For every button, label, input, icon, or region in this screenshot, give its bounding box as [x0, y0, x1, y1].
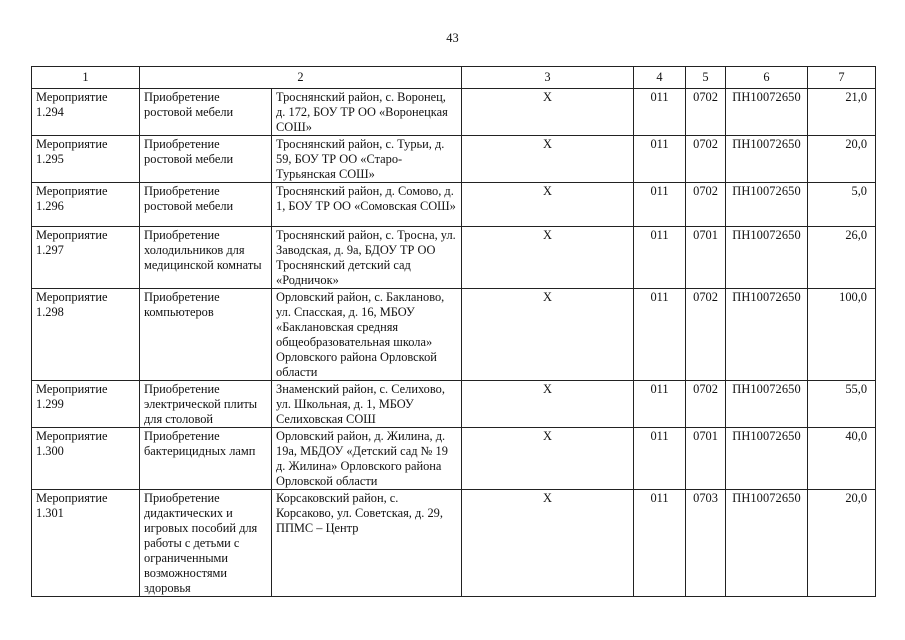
amount-cell: 40,0: [808, 428, 876, 490]
name-cell: Приобретение ростовой мебели: [140, 89, 272, 136]
code-cell: 011: [634, 428, 686, 490]
place-cell: Знаменский район, с. Селихово, ул. Школьная, д. 1, МБОУ Селиховская СОШ: [272, 381, 462, 428]
amount-cell: 100,0: [808, 289, 876, 381]
table-row: [32, 381, 876, 428]
table-row: [32, 136, 876, 183]
section-cell: 0702: [686, 136, 726, 183]
column-header-4: 4: [634, 67, 686, 89]
measure-cell: Мероприятие 1.295: [32, 136, 140, 183]
name-cell: Приобретение ростовой мебели: [140, 183, 272, 227]
page-number: 43: [446, 31, 459, 45]
mark-cell: Х: [462, 183, 634, 227]
column-header-5: 5: [686, 67, 726, 89]
table-row: [32, 289, 876, 381]
place-cell: Троснянский район, с. Воронец, д. 172, БОУ ТР ОО «Воронецкая СОШ»: [272, 89, 462, 136]
kbk-cell: ПН10072650: [726, 227, 808, 289]
amount-cell: 20,0: [808, 490, 876, 597]
place-cell: Орловский район, д. Жилина, д. 19а, МБДОУ «Детский сад № 19 д. Жилина» Орловского района Орловской области: [272, 428, 462, 490]
place-cell: Троснянский район, с. Тросна, ул. Заводская, д. 9а, БДОУ ТР ОО Троснянский детский сад «Родничок»: [272, 227, 462, 289]
name-cell: Приобретение бактерицидных ламп: [140, 428, 272, 490]
table-row: [32, 490, 876, 597]
name-cell: Приобретение электрической плиты для столовой: [140, 381, 272, 428]
amount-cell: 5,0: [808, 183, 876, 227]
name-cell: Приобретение ростовой мебели: [140, 136, 272, 183]
column-header-3: 3: [462, 67, 634, 89]
kbk-cell: ПН10072650: [726, 381, 808, 428]
kbk-cell: ПН10072650: [726, 490, 808, 597]
kbk-cell: ПН10072650: [726, 428, 808, 490]
place-cell: Корсаковский район, с. Корсаково, ул. Советская, д. 29, ППМС – Центр: [272, 490, 462, 597]
mark-cell: Х: [462, 89, 634, 136]
amount-cell: 26,0: [808, 227, 876, 289]
section-cell: 0702: [686, 289, 726, 381]
code-cell: 011: [634, 490, 686, 597]
code-cell: 011: [634, 381, 686, 428]
mark-cell: Х: [462, 381, 634, 428]
measure-cell: Мероприятие 1.301: [32, 490, 140, 597]
measure-cell: Мероприятие 1.296: [32, 183, 140, 227]
place-cell: Орловский район, с. Бакланово, ул. Спасская, д. 16, МБОУ «Баклановская средняя общеобразовательная школа» Орловского района Орловской области: [272, 289, 462, 381]
amount-cell: 20,0: [808, 136, 876, 183]
measure-cell: Мероприятие 1.294: [32, 89, 140, 136]
mark-cell: Х: [462, 136, 634, 183]
section-cell: 0702: [686, 381, 726, 428]
amount-cell: 55,0: [808, 381, 876, 428]
measures-table: [31, 66, 876, 597]
section-cell: 0702: [686, 89, 726, 136]
name-cell: Приобретение компьютеров: [140, 289, 272, 381]
name-cell: Приобретение холодильников для медицинской комнаты: [140, 227, 272, 289]
table-header-row: [32, 67, 876, 89]
column-header-6: 6: [726, 67, 808, 89]
place-cell: Троснянский район, д. Сомово, д. 1, БОУ ТР ОО «Сомовская СОШ»: [272, 183, 462, 227]
name-cell: Приобретение дидактических и игровых пособий для работы с детьми с ограниченными возможностями здоровья: [140, 490, 272, 597]
table-row: [32, 227, 876, 289]
code-cell: 011: [634, 183, 686, 227]
measure-cell: Мероприятие 1.297: [32, 227, 140, 289]
column-header-7: 7: [808, 67, 876, 89]
code-cell: 011: [634, 289, 686, 381]
measure-cell: Мероприятие 1.298: [32, 289, 140, 381]
column-header-1: 1: [32, 67, 140, 89]
measure-cell: Мероприятие 1.300: [32, 428, 140, 490]
mark-cell: Х: [462, 289, 634, 381]
code-cell: 011: [634, 227, 686, 289]
amount-cell: 21,0: [808, 89, 876, 136]
code-cell: 011: [634, 136, 686, 183]
section-cell: 0703: [686, 490, 726, 597]
section-cell: 0702: [686, 183, 726, 227]
table-row: [32, 183, 876, 227]
section-cell: 0701: [686, 227, 726, 289]
section-cell: 0701: [686, 428, 726, 490]
code-cell: 011: [634, 89, 686, 136]
mark-cell: Х: [462, 428, 634, 490]
column-header-2: 2: [140, 67, 462, 89]
kbk-cell: ПН10072650: [726, 289, 808, 381]
kbk-cell: ПН10072650: [726, 136, 808, 183]
measure-cell: Мероприятие 1.299: [32, 381, 140, 428]
mark-cell: Х: [462, 227, 634, 289]
table-row: [32, 428, 876, 490]
table-row: [32, 89, 876, 136]
kbk-cell: ПН10072650: [726, 183, 808, 227]
place-cell: Троснянский район, с. Турьи, д. 59, БОУ ТР ОО «Старо-Турьянская СОШ»: [272, 136, 462, 183]
kbk-cell: ПН10072650: [726, 89, 808, 136]
mark-cell: Х: [462, 490, 634, 597]
